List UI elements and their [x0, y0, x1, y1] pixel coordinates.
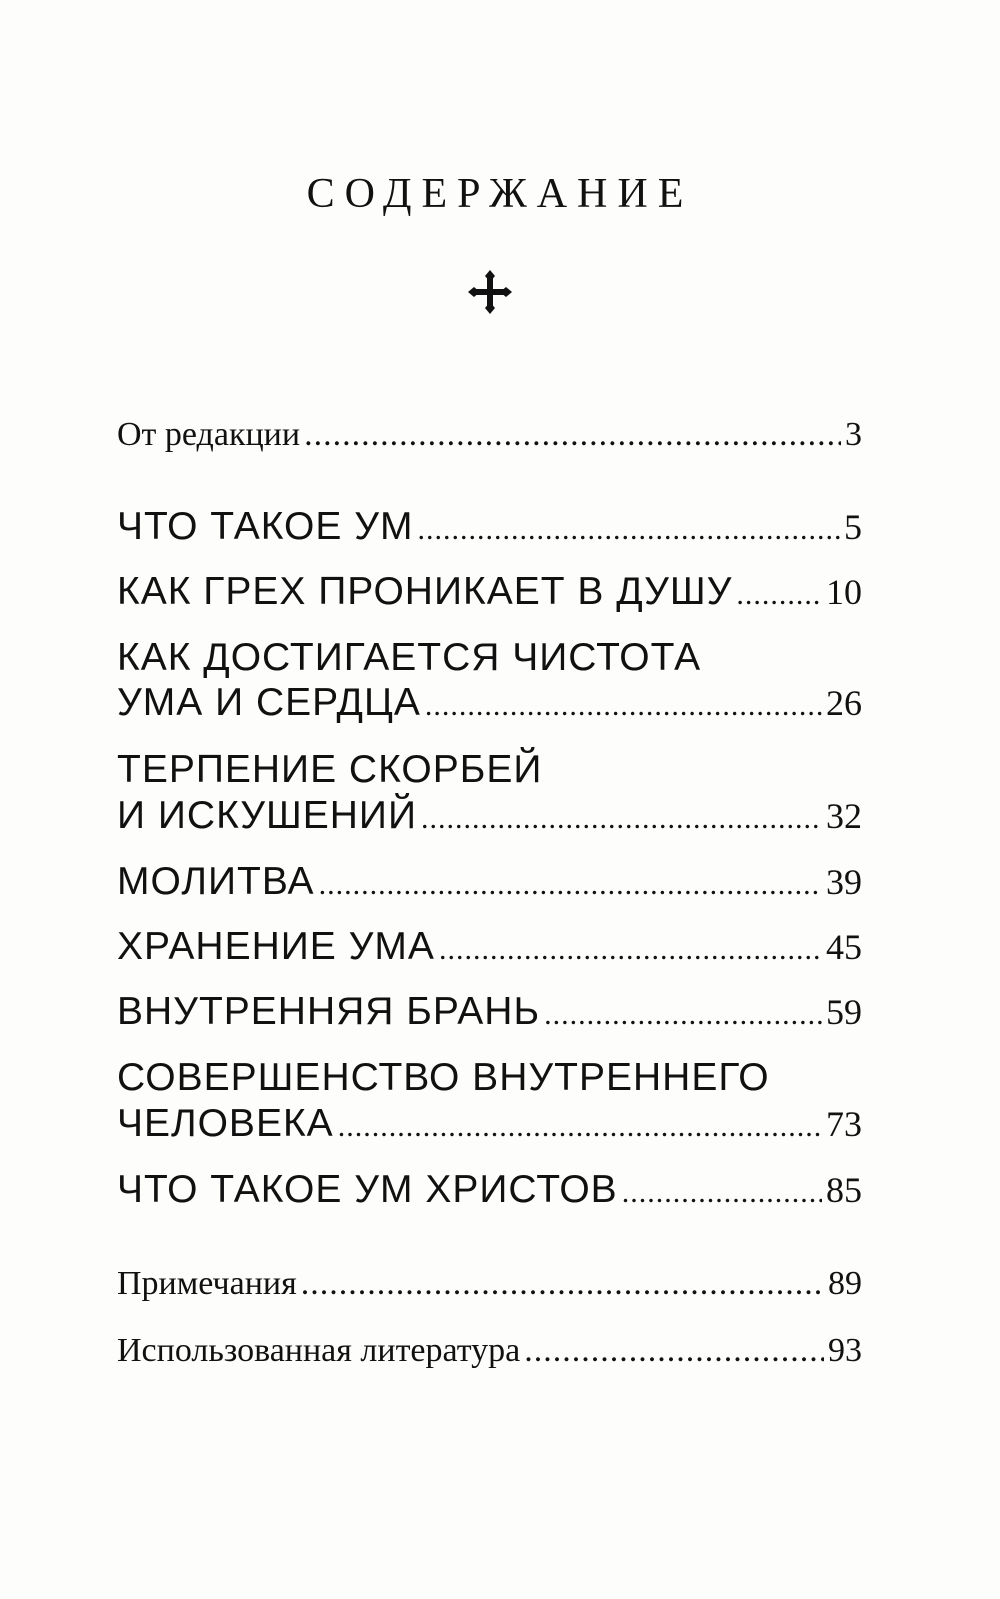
- toc-entry-chapter[interactable]: [117, 681, 862, 725]
- toc-entry-chapter[interactable]: [117, 570, 862, 614]
- toc-entry-title: Примечания: [117, 1265, 297, 1302]
- toc-entry-page: 85: [826, 1170, 862, 1210]
- dot-leader: [319, 868, 822, 902]
- toc-entry-title: ВНУТРЕННЯЯ БРАНЬ: [117, 990, 541, 1033]
- toc-entry-page: 73: [826, 1104, 862, 1144]
- toc-entry-page: 10: [826, 572, 862, 612]
- toc-entry-chapter[interactable]: [117, 505, 862, 549]
- toc-entry-page: 26: [826, 683, 862, 723]
- toc-entry-title: МОЛИТВА: [117, 860, 315, 903]
- toc-entry-title: ЧТО ТАКОЕ УМ ХРИСТОВ: [117, 1168, 618, 1211]
- toc-entry-title: И ИСКУШЕНИЙ: [117, 794, 417, 837]
- toc-entry-title: От редакции: [117, 416, 301, 453]
- toc-entry-title-line1: КАК ДОСТИГАЕТСЯ ЧИСТОТА: [117, 636, 702, 679]
- page-title: СОДЕРЖАНИЕ: [306, 171, 694, 217]
- toc-entry-title-line1: СОВЕРШЕНСТВО ВНУТРЕННЕГО: [117, 1056, 770, 1099]
- dot-leader: [544, 998, 822, 1032]
- toc-entry-page: 32: [826, 796, 862, 836]
- toc-entry-chapter[interactable]: [117, 794, 862, 838]
- dot-leader: [338, 1110, 822, 1144]
- toc-entry-page: 3: [845, 416, 862, 453]
- toc-entry-page: 59: [826, 992, 862, 1032]
- toc-entry-page: 93: [828, 1332, 862, 1369]
- toc-entry-chapter[interactable]: [117, 860, 862, 904]
- dot-leader: [418, 513, 840, 547]
- toc-entry-title: ЧЕЛОВЕКА: [117, 1102, 334, 1145]
- toc-entry-notes[interactable]: [117, 1265, 862, 1303]
- toc-entry-title: Использованная литература: [117, 1332, 521, 1369]
- toc-entry-page: 39: [826, 862, 862, 902]
- dot-leader: [421, 802, 822, 836]
- toc-entry-chapter[interactable]: [117, 925, 862, 969]
- cross-ornament-icon: [468, 270, 512, 314]
- dot-leader: [425, 689, 822, 723]
- toc-entry-page: 89: [828, 1265, 862, 1302]
- toc-entry-chapter[interactable]: [117, 1168, 862, 1212]
- toc-entry-title-line1: ТЕРПЕНИЕ СКОРБЕЙ: [117, 748, 543, 791]
- toc-entry-chapter[interactable]: [117, 990, 862, 1034]
- dot-leader: [304, 416, 841, 454]
- dot-leader: [622, 1176, 822, 1210]
- toc-entry-title: УМА И СЕРДЦА: [117, 681, 421, 724]
- dot-leader: [301, 1265, 824, 1303]
- toc-entry-title: ХРАНЕНИЕ УМА: [117, 925, 435, 968]
- toc-entry-chapter[interactable]: [117, 1102, 862, 1146]
- dot-leader: [736, 578, 822, 612]
- toc-entry-page: 5: [844, 507, 862, 547]
- toc-entry-bibliography[interactable]: [117, 1332, 862, 1370]
- toc-entry-page: 45: [826, 927, 862, 967]
- toc-entry-editorial[interactable]: [117, 416, 862, 454]
- toc-entry-title: КАК ГРЕХ ПРОНИКАЕТ В ДУШУ: [117, 570, 733, 613]
- toc-entry-title: ЧТО ТАКОЕ УМ: [117, 505, 414, 548]
- dot-leader: [524, 1332, 824, 1370]
- dot-leader: [439, 933, 822, 967]
